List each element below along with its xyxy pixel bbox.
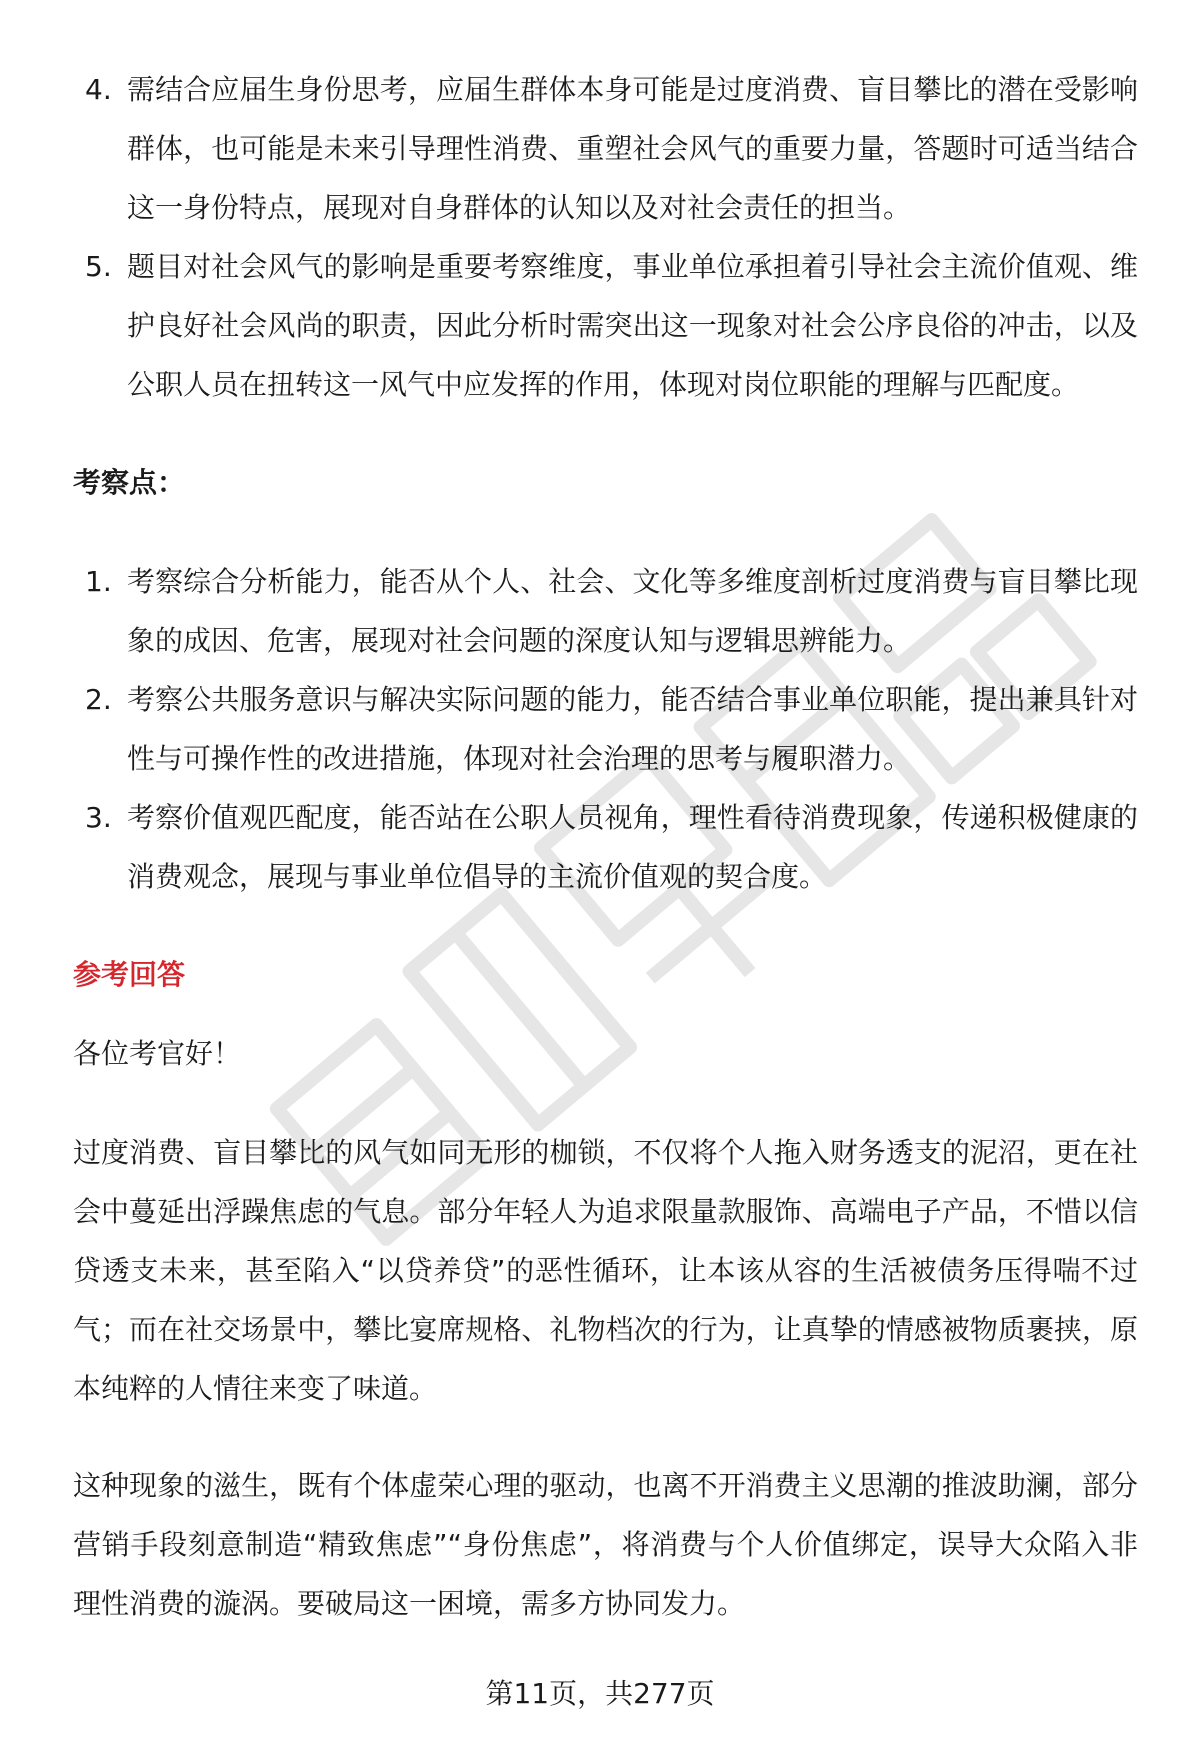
- list-item-number: 3.: [85, 801, 112, 834]
- numbered-list-kaochadian: [73, 552, 1138, 906]
- section-heading-kaochadian: 考察点：: [73, 466, 186, 499]
- greeting-paragraph: 各位考官好！: [73, 1037, 242, 1070]
- answer-paragraph-1: 过度消费、盲目攀比的风气如同无形的枷锁，不仅将个人拖入财务透支的泥沼，更在社会中蔓延出浮躁焦虑的气息。部分年轻人为追求限量款服饰、高端电子产品，不惜以信贷透支未来，甚至陷入“以贷养贷”的恶性循环，让本该从容的生活被债务压得喘不过气；而在社交场景中，攀比宴席规格、礼物档次的行为，让真挚的情感被物质裹挟，原本纯粹的人情往来变了味道。: [73, 1136, 1138, 1405]
- list-item: [73, 237, 1138, 414]
- list-item-text: 题目对社会风气的影响是重要考察维度，事业单位承担着引导社会主流价值观、维护良好社会风尚的职责，因此分析时需突出这一现象对社会公序良俗的冲击，以及公职人员在扭转这一风气中应发挥的作用，体现对岗位职能的理解与匹配度。: [127, 250, 1138, 401]
- list-item: [73, 670, 1138, 788]
- list-item-number: 4.: [85, 73, 112, 106]
- list-item-text: 需结合应届生身份思考，应届生群体本身可能是过度消费、盲目攀比的潜在受影响群体，也可能是未来引导理性消费、重塑社会风气的重要力量，答题时可适当结合这一身份特点，展现对自身群体的认知以及对社会责任的担当。: [127, 73, 1138, 224]
- list-item-number: 2.: [85, 683, 112, 716]
- list-item-number: 5.: [85, 250, 112, 283]
- answer-paragraph-2: 这种现象的滋生，既有个体虚荣心理的驱动，也离不开消费主义思潮的推波助澜，部分营销手段刻意制造“精致焦虑”“身份焦虑”，将消费与个人价值绑定，误导大众陷入非理性消费的漩涡。要破局这一困境，需多方协同发力。: [73, 1469, 1138, 1620]
- list-item: [73, 60, 1138, 237]
- list-item: [73, 552, 1138, 670]
- numbered-list-top: [73, 60, 1138, 414]
- list-item-text: 考察公共服务意识与解决实际问题的能力，能否结合事业单位职能，提出兼具针对性与可操作性的改进措施，体现对社会治理的思考与履职潜力。: [127, 683, 1138, 775]
- list-item-number: 1.: [85, 565, 112, 598]
- list-item: [73, 788, 1138, 906]
- page-number-footer: 第11页，共277页: [485, 1677, 715, 1710]
- list-item-text: 考察价值观匹配度，能否站在公职人员视角，理性看待消费现象，传递积极健康的消费观念，展现与事业单位倡导的主流价值观的契合度。: [127, 801, 1138, 893]
- list-item-text: 考察综合分析能力，能否从个人、社会、文化等多维度剖析过度消费与盲目攀比现象的成因、危害，展现对社会问题的深度认知与逻辑思辨能力。: [127, 565, 1138, 657]
- section-heading-reference-answer: 参考回答: [73, 958, 186, 991]
